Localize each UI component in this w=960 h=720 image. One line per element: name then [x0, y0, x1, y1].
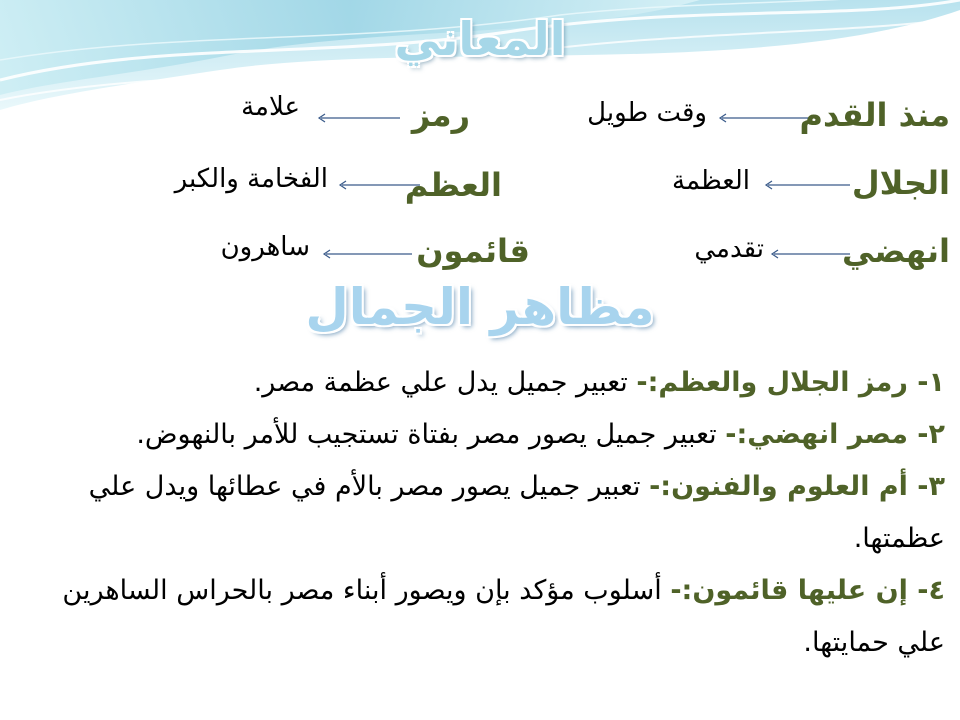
- point-heading: ١- رمز الجلال والعظم:-: [636, 367, 945, 398]
- vocab-row: [0, 228, 960, 278]
- arrow-icon: [716, 112, 808, 124]
- arrow-icon: [762, 179, 850, 191]
- point-item: [40, 357, 945, 409]
- arrow-icon: [768, 248, 850, 260]
- point-heading: ٣- أم العلوم والفنون:-: [649, 471, 945, 502]
- point-heading: ٢- مصر انهضي:-: [725, 419, 945, 450]
- points-list: [40, 357, 945, 669]
- point-text: أسلوب مؤكد بإن ويصور أبناء مصر بالحراس الساهرين علي حمايتها.: [62, 575, 945, 658]
- vocab-meaning: علامة: [241, 92, 300, 122]
- vocab-row: [0, 162, 960, 212]
- point-item: [40, 461, 945, 565]
- point-text: تعبير جميل يصور مصر بالأم في عطائها ويدل علي عظمتها.: [88, 471, 945, 554]
- vocab-meaning: ساهرون: [220, 232, 310, 262]
- point-text: تعبير جميل يدل علي عظمة مصر.: [253, 367, 637, 398]
- arrow-icon: [336, 179, 420, 191]
- vocab-row: [0, 92, 960, 142]
- vocab-word: الجلال: [851, 164, 950, 202]
- vocab-meaning: وقت طويل: [587, 98, 707, 128]
- point-item: [40, 409, 945, 461]
- vocab-word: قائمون: [416, 232, 530, 270]
- section-title: مظاهر الجمال: [305, 278, 655, 336]
- point-heading: ٤- إن عليها قائمون:-: [670, 575, 945, 606]
- vocab-word: رمز: [411, 96, 470, 134]
- point-item: [40, 565, 945, 669]
- vocab-meaning: العظمة: [672, 166, 750, 196]
- vocab-word: منذ القدم: [799, 96, 950, 134]
- arrow-icon: [315, 112, 400, 124]
- slide-title: المعاني: [394, 12, 566, 66]
- vocab-word: العظم: [404, 166, 502, 204]
- point-text: تعبير جميل يصور مصر بفتاة تستجيب للأمر بالنهوض.: [136, 419, 726, 450]
- vocab-meaning: تقدمي: [694, 234, 764, 264]
- vocab-meaning: الفخامة والكبر: [174, 164, 328, 194]
- arrow-icon: [320, 248, 412, 260]
- vocab-word: انهضي: [841, 232, 950, 270]
